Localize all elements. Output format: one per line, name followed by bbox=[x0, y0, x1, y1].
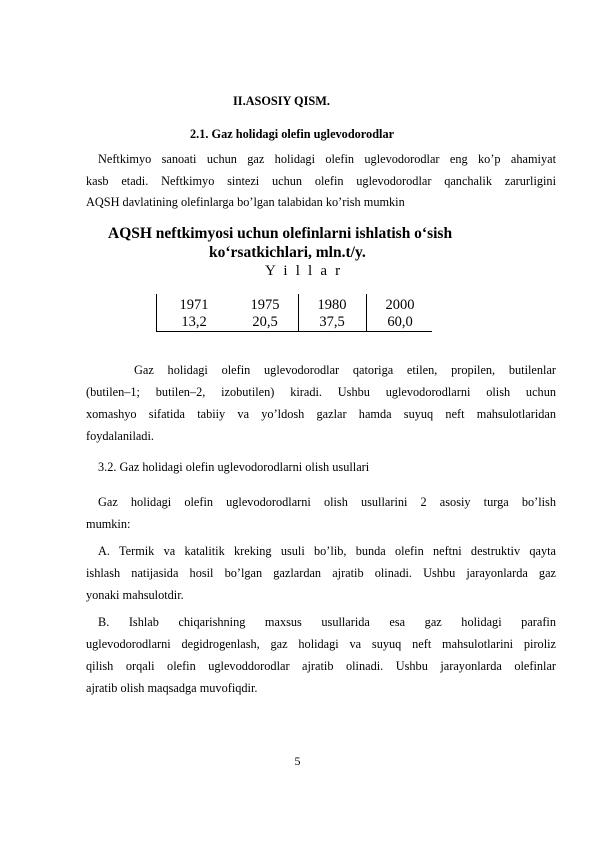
text-line: mumkin: bbox=[86, 517, 131, 531]
value-cell: 37,5 bbox=[319, 314, 345, 330]
text-line: AQSH davlatining olefinlarga bo’lgan talabidan ko’rish mumkin bbox=[86, 195, 405, 209]
page-number: 5 bbox=[294, 754, 301, 768]
subsection-heading: 2.1. Gaz holidagi olefin uglevodorodlar bbox=[190, 127, 395, 141]
value-cell: 13,2 bbox=[181, 314, 207, 330]
text-line: kasb etadi. Neftkimyo sintezi uchun olefin uglevodorodlar qanchalik zarurligini bbox=[86, 174, 556, 188]
text-line: foydalaniladi. bbox=[86, 429, 154, 443]
year-cell: 2000 bbox=[385, 297, 415, 313]
text-line: uglevodorodlarni degidrogenlash, gaz holidagi va suyuq neft mahsulotlarini piroliz bbox=[86, 637, 556, 651]
text-line: qilish orqali olefin uglevoddorodlar ajratib olinadi. Ushbu jarayonlarda olefinlar bbox=[86, 659, 556, 673]
text-line: B. Ishlab chiqarishning maxsus usullarida esa gaz holidagi parafin bbox=[98, 615, 556, 629]
year-cell: 1980 bbox=[317, 297, 347, 313]
text-line: Gaz holidagi olefin uglevodorodlar qatoriga etilen, propilen, butilenlar bbox=[134, 363, 556, 377]
value-cell: 20,5 bbox=[252, 314, 278, 330]
text-line: ishlash natijasida hosil bo’lgan gazlardan ajratib olinadi. Ushbu jarayonlarda gaz bbox=[86, 566, 556, 580]
table-bottom-border bbox=[156, 331, 432, 332]
text-line: (butilen–1; butilen–2, izobutilen) kiradi. Ushbu uglevodorodlarni olish uchun bbox=[86, 385, 556, 399]
year-cell: 1975 bbox=[250, 297, 280, 313]
text-line: xomashyo sifatida tabiiy va yo’ldosh gazlar hamda suyuq neft mahsulotlaridan bbox=[86, 407, 556, 421]
subsection2-heading: 3.2. Gaz holidagi olefin uglevodorodlarni olish usullari bbox=[98, 460, 370, 474]
section-heading: II.ASOSIY QISM. bbox=[233, 94, 330, 108]
text-line: A. Termik va katalitik kreking usuli bo’lib, bunda olefin neftni destruktiv qayta bbox=[98, 544, 556, 558]
text-line: Gaz holidagi olefin uglevodorodlarni olish usullarini 2 asosiy turga bo’lish bbox=[98, 495, 556, 509]
years-header: Y i l l a r bbox=[265, 263, 343, 279]
year-cell: 1971 bbox=[179, 297, 209, 313]
text-line: yonaki mahsulotdir. bbox=[86, 588, 184, 602]
table-subtitle: ko‘rsatkichlari, mln.t/y. bbox=[209, 244, 366, 261]
text-line: ajratib olish maqsadga muvofiqdir. bbox=[86, 681, 258, 695]
table-left-border bbox=[156, 294, 157, 332]
text-line: Neftkimyo sanoati uchun gaz holidagi olefin uglevodorodlar eng ko’p ahamiyat bbox=[98, 152, 556, 166]
table-title: AQSH neftkimyosi uchun olefinlarni ishlatish o‘sish bbox=[108, 225, 453, 242]
value-cell: 60,0 bbox=[387, 314, 413, 330]
